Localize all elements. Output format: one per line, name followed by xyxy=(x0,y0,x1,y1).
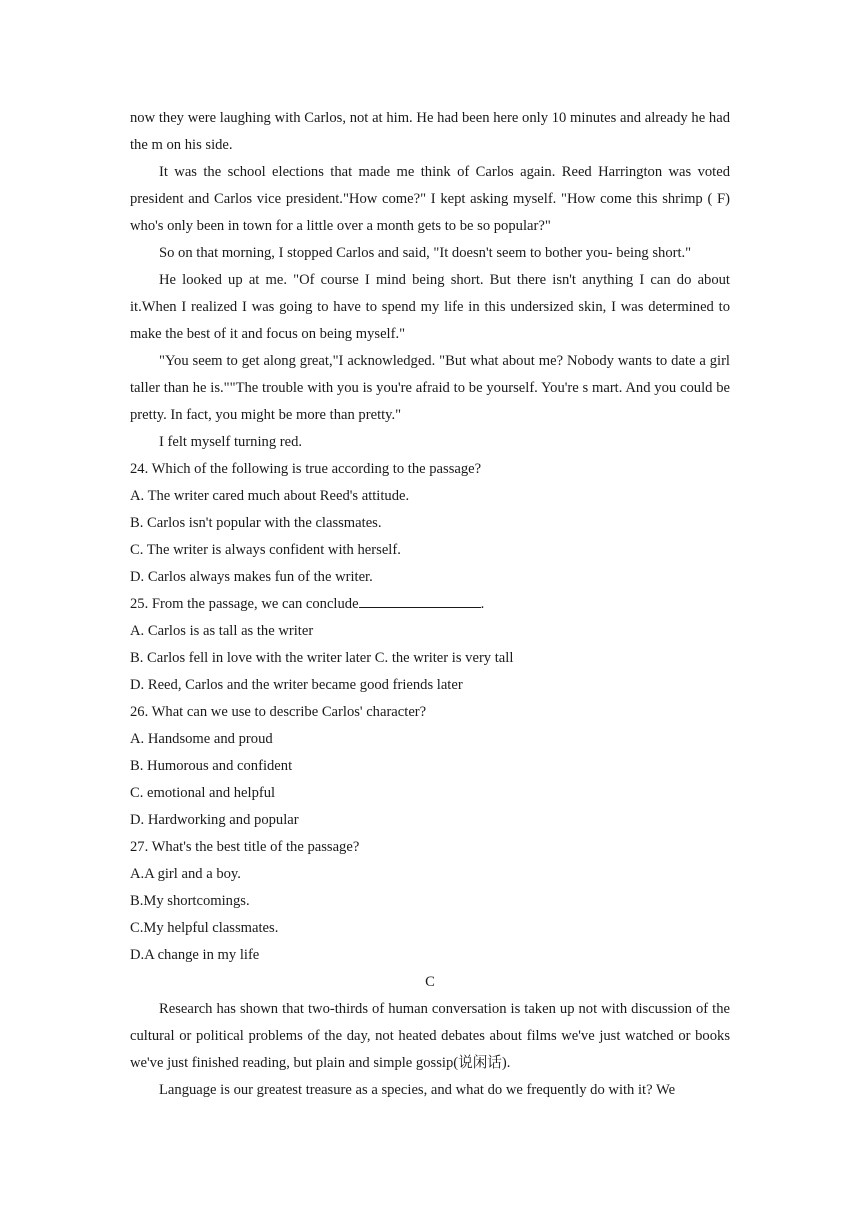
question-26-option-d: D. Hardworking and popular xyxy=(130,812,299,828)
question-26-option-a: A. Handsome and proud xyxy=(130,731,273,747)
passage-b-paragraph-4: He looked up at me. "Of course I mind being short. But there isn't anything I can do about it.When I realized I was going to have to spend my life in this undersized skin, I was determined to make the best of it and focus on being myself." xyxy=(130,272,730,342)
question-24 xyxy=(130,456,730,591)
question-27-option-d: D.A change in my life xyxy=(130,947,260,963)
question-25-stem: 25. From the passage, we can conclude xyxy=(130,596,359,612)
question-24-option-c: C. The writer is always confident with herself. xyxy=(130,542,401,558)
question-26-option-c: C. emotional and helpful xyxy=(130,785,276,801)
question-25-stem-line xyxy=(130,591,730,618)
passage-c-paragraph-1: Research has shown that two-thirds of human conversation is taken up not with discussion of the cultural or political problems of the day, not heated debates about films we've just watched or books we've just finished reading, but plain and simple gossip(说闲话). xyxy=(130,1001,730,1071)
question-25 xyxy=(130,591,730,699)
question-24-option-d: D. Carlos always makes fun of the writer. xyxy=(130,569,373,585)
passage-c-heading: C xyxy=(425,974,435,990)
passage-b-paragraph-1: now they were laughing with Carlos, not at him. He had been here only 10 minutes and already he had the m on his side. xyxy=(130,110,730,153)
question-24-stem: 24. Which of the following is true according to the passage? xyxy=(130,461,482,477)
question-24-option-a: A. The writer cared much about Reed's attitude. xyxy=(130,488,410,504)
passage-b-paragraph-2: It was the school elections that made me think of Carlos again. Reed Harrington was voted president and Carlos vice president."How come?" I kept asking myself. "How come this shrimp ( F) who's only been in town for a little over a month gets to be so popular?" xyxy=(130,164,730,234)
answer-blank xyxy=(359,593,481,608)
question-27-option-c: C.My helpful classmates. xyxy=(130,920,279,936)
document-page xyxy=(130,105,730,1104)
question-27 xyxy=(130,834,730,969)
question-24-option-b: B. Carlos isn't popular with the classmates. xyxy=(130,515,382,531)
question-26-option-b: B. Humorous and confident xyxy=(130,758,293,774)
question-26 xyxy=(130,699,730,834)
question-25-option-a: A. Carlos is as tall as the writer xyxy=(130,623,314,639)
question-25-stem-end: . xyxy=(480,596,485,612)
question-25-option-d: D. Reed, Carlos and the writer became good friends later xyxy=(130,677,463,693)
passage-b-paragraph-6: I felt myself turning red. xyxy=(159,434,303,450)
question-27-stem: 27. What's the best title of the passage? xyxy=(130,839,360,855)
passage-c-paragraph-2: Language is our greatest treasure as a species, and what do we frequently do with it? We xyxy=(159,1082,676,1098)
passage-b-paragraph-5: "You seem to get along great,"I acknowledged. "But what about me? Nobody wants to date a girl taller than he is.""The trouble with you is you're afraid to be yourself. You're s mart. And you could be pretty. In fact, you might be more than pretty." xyxy=(130,353,730,423)
question-27-option-a: A.A girl and a boy. xyxy=(130,866,241,882)
question-27-option-b: B.My shortcomings. xyxy=(130,893,250,909)
passage-b-paragraph-3: So on that morning, I stopped Carlos and said, "It doesn't seem to bother you- being short." xyxy=(159,245,692,261)
question-25-option-b-c: B. Carlos fell in love with the writer later C. the writer is very tall xyxy=(130,650,514,666)
question-26-stem: 26. What can we use to describe Carlos' character? xyxy=(130,704,427,720)
